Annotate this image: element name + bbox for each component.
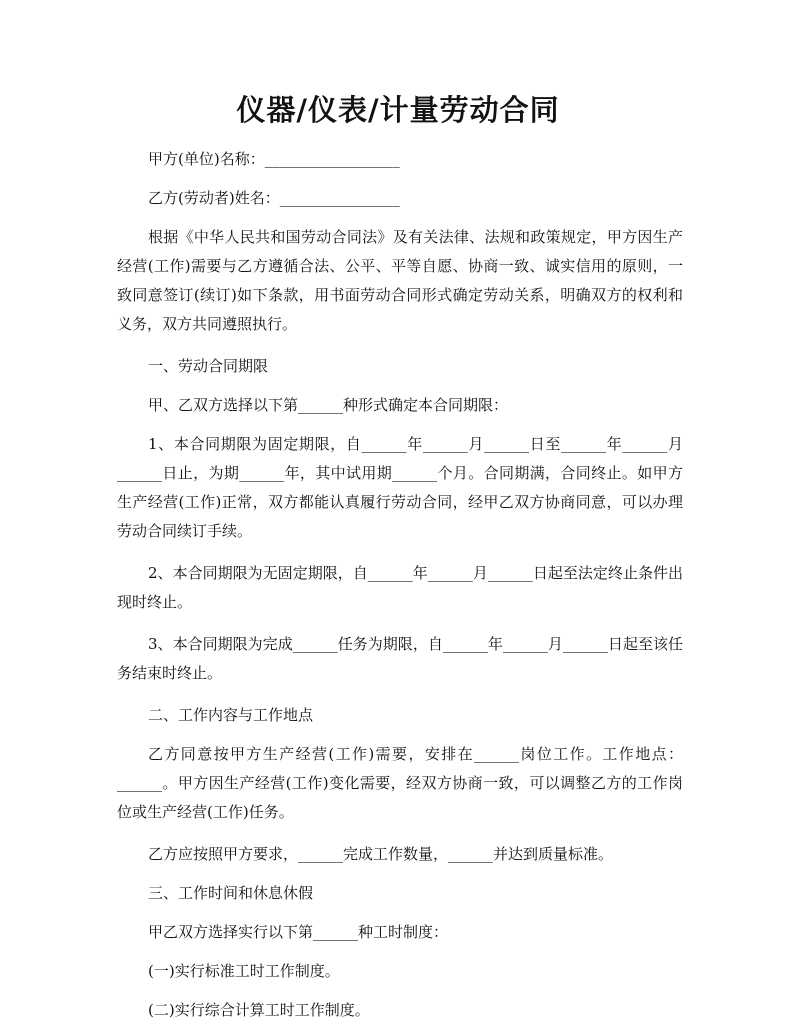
section-heading-work: 二、工作内容与工作地点 [148, 706, 314, 724]
work-position-paragraph: 乙方同意按甲方生产经营(工作)需要，安排在______岗位工作。工作地点：______。甲方因生产经营(工作)变化需要，经双方协商一致，可以调整乙方的工作岗位或生产经营(工作)任务。 [117, 745, 683, 821]
party-a-name-line: 甲方(单位)名称：__________________ [148, 150, 400, 168]
term-open-ended-paragraph: 2、本合同期限为无固定期限，自______年______月______日起至法定终止条件出现时终止。 [117, 564, 683, 611]
term-task-based-paragraph: 3、本合同期限为完成______任务为期限，自______年______月______日起至该任务结束时终止。 [117, 635, 683, 682]
hours-option-standard: (一)实行标准工时工作制度。 [148, 962, 340, 980]
party-b-name-line: 乙方(劳动者)姓名：________________ [148, 189, 400, 207]
document-title: 仪器/仪表/计量劳动合同 [236, 93, 560, 127]
hours-choice-line: 甲乙双方选择实行以下第______种工时制度： [148, 923, 449, 941]
term-fixed-paragraph: 1、本合同期限为固定期限，自______年______月______日至______年______月______日止，为期______年，其中试用期______个月。合同期满，合同终止。如甲方生产经营(工作)正常，双方都能认真履行劳动合同，经甲乙双方协商同意，可以办理劳动合同续订手续。 [117, 435, 683, 540]
section-heading-term: 一、劳动合同期限 [148, 357, 269, 375]
preamble-paragraph: 根据《中华人民共和国劳动合同法》及有关法律、法规和政策规定，甲方因生产经营(工作)需要与乙方遵循合法、公平、平等自愿、协商一致、诚实信用的原则，一致同意签订(续订)如下条款，用书面劳动合同形式确定劳动关系，明确双方的权利和义务，双方共同遵照执行。 [117, 228, 683, 333]
term-choice-line: 甲、乙双方选择以下第______种形式确定本合同期限： [148, 396, 509, 414]
work-quota-paragraph: 乙方应按照甲方要求，______完成工作数量，______并达到质量标准。 [148, 845, 614, 863]
hours-option-comprehensive: (二)实行综合计算工时工作制度。 [148, 1001, 370, 1019]
document-body [117, 145, 683, 1035]
section-heading-hours: 三、工作时间和休息休假 [148, 884, 314, 902]
